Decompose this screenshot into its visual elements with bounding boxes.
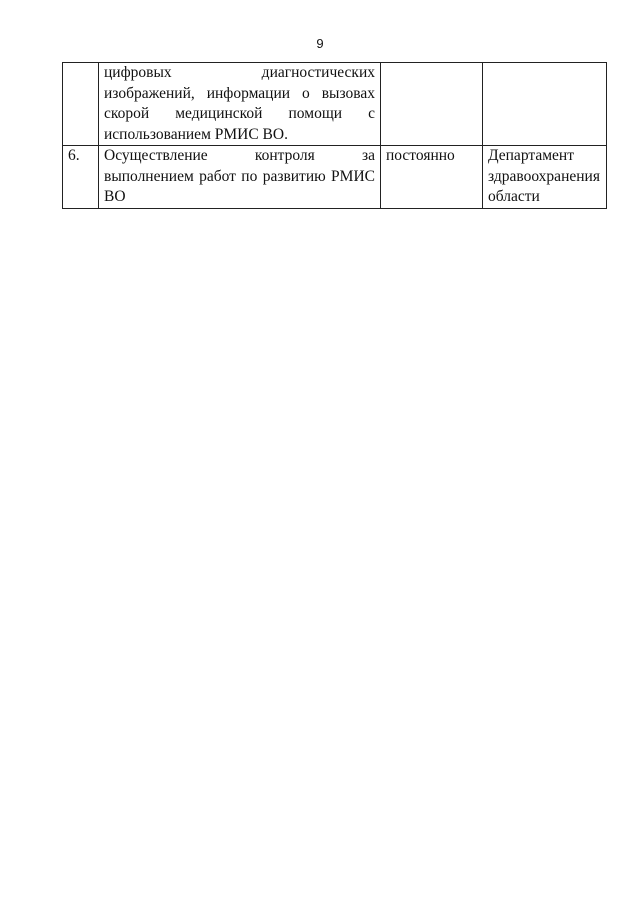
responsible-line: Департамент <box>488 147 574 164</box>
action-cell <box>99 63 381 146</box>
action-cell <box>99 146 381 209</box>
responsible-line: здравоохранения <box>488 167 600 185</box>
responsible-cell <box>483 63 607 146</box>
term-cell <box>381 63 483 146</box>
responsible-line: области <box>488 188 540 205</box>
responsible-cell <box>483 146 607 209</box>
row-number-cell: 6. <box>63 146 99 209</box>
page-number: 9 <box>316 36 324 51</box>
row-number-cell <box>63 63 99 146</box>
action-line: изображений, информации о вызовах <box>104 84 375 102</box>
table-row <box>63 146 607 209</box>
measures-table <box>62 62 607 209</box>
term-cell: постоянно <box>381 146 483 209</box>
table-row <box>63 63 607 146</box>
action-line: ВО <box>104 188 126 205</box>
action-line: использованием РМИС ВО. <box>104 125 288 143</box>
action-line: Осуществление контроля за <box>104 147 375 164</box>
action-line: скорой медицинской помощи с <box>104 105 375 122</box>
action-line: выполнением работ по развитию РМИС <box>104 167 375 185</box>
action-line: цифровых диагностических <box>104 64 375 81</box>
